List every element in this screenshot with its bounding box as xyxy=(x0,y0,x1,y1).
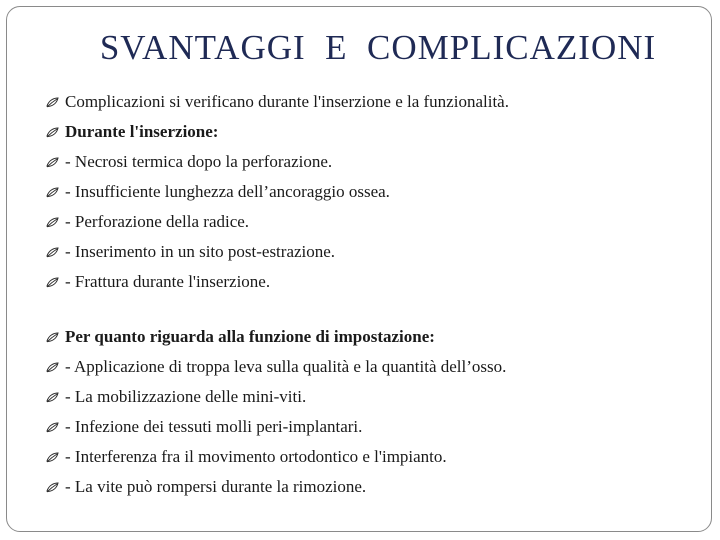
leaf-bullet-icon xyxy=(46,452,59,463)
list-item xyxy=(46,147,509,177)
leaf-bullet-icon xyxy=(46,187,59,198)
leaf-bullet-icon xyxy=(46,332,59,343)
leaf-bullet-icon xyxy=(46,422,59,433)
list-item xyxy=(46,267,509,297)
leaf-bullet-icon xyxy=(46,247,59,258)
list-item xyxy=(46,117,509,147)
list-item xyxy=(46,177,509,207)
leaf-bullet-icon xyxy=(46,392,59,403)
leaf-bullet-icon xyxy=(46,482,59,493)
bullet-text: - Perforazione della radice. xyxy=(65,212,250,231)
bullet-text: - La vite può rompersi durante la rimozione. xyxy=(65,477,367,496)
bullet-text: - Insufficiente lunghezza dell’ancoraggio ossea. xyxy=(65,182,390,201)
leaf-bullet-icon xyxy=(46,157,59,168)
section-heading: Per quanto riguarda alla funzione di impostazione: xyxy=(65,327,435,346)
bullet-text: Complicazioni si verificano durante l'inserzione e la funzionalità. xyxy=(65,92,509,111)
bullet-list xyxy=(46,87,509,502)
leaf-bullet-icon xyxy=(46,217,59,228)
leaf-bullet-icon xyxy=(46,362,59,373)
list-item xyxy=(46,352,509,382)
bullet-text: - Interferenza fra il movimento ortodontico e l'impianto. xyxy=(65,447,447,466)
list-item xyxy=(46,412,509,442)
list-item xyxy=(46,382,509,412)
bullet-text: - Necrosi termica dopo la perforazione. xyxy=(65,152,333,171)
section-heading: Durante l'inserzione: xyxy=(65,122,219,141)
bullet-text: - Applicazione di troppa leva sulla qualità e la quantità dell’osso. xyxy=(65,357,507,376)
slide-title: SVANTAGGI E COMPLICAZIONI xyxy=(99,28,657,67)
leaf-bullet-icon xyxy=(46,127,59,138)
bullet-text: - Inserimento in un sito post-estrazione. xyxy=(65,242,336,261)
leaf-bullet-icon xyxy=(46,97,59,108)
list-item xyxy=(46,442,509,472)
list-item xyxy=(46,237,509,267)
leaf-bullet-icon xyxy=(46,277,59,288)
bullet-text: - Infezione dei tessuti molli peri-implantari. xyxy=(65,417,363,436)
list-item xyxy=(46,472,509,502)
bullet-text: - La mobilizzazione delle mini-viti. xyxy=(65,387,307,406)
list-item xyxy=(46,322,509,352)
bullet-text: - Frattura durante l'inserzione. xyxy=(65,272,271,291)
list-item xyxy=(46,207,509,237)
list-item xyxy=(46,87,509,117)
